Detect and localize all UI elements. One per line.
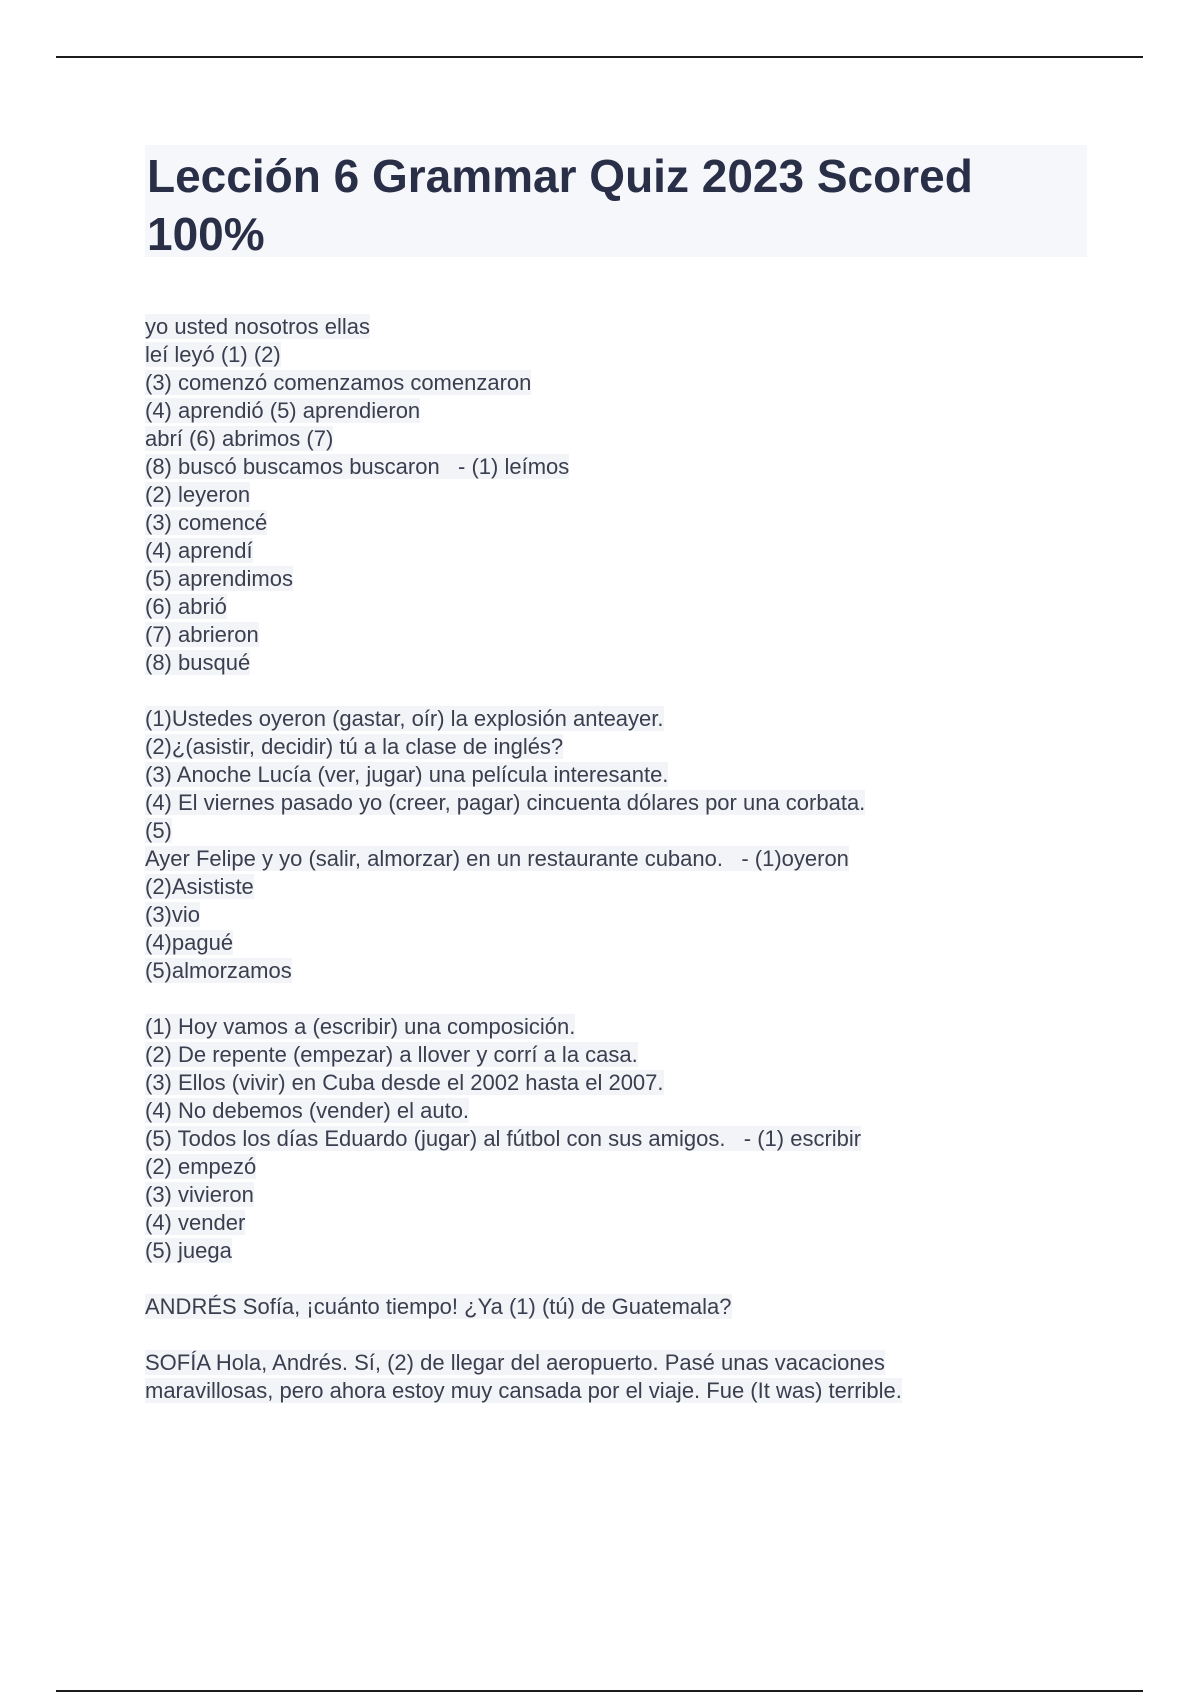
text-line: (8) busqué [145, 650, 251, 675]
text-line: (6) abrió [145, 594, 227, 619]
section-dialogue-andres [145, 1293, 1105, 1321]
text-line: (3)vio [145, 902, 201, 927]
text-line: (5) aprendimos [145, 566, 293, 591]
text-line: (4) aprendió (5) aprendieron [145, 398, 421, 423]
title-banner [145, 145, 1087, 260]
text-line: Ayer Felipe y yo (salir, almorzar) en un restaurante cubano. - (1)oyeron [145, 846, 849, 871]
text-line: ANDRÉS Sofía, ¡cuánto tiempo! ¿Ya (1) (tú) de Guatemala? [145, 1294, 732, 1319]
text-line: (1)Ustedes oyeron (gastar, oír) la explosión anteayer. [145, 706, 664, 731]
text-line: maravillosas, pero ahora estoy muy cansada por el viaje. Fue (It was) terrible. [145, 1378, 902, 1403]
text-line: (2) empezó [145, 1154, 257, 1179]
section-spacer [145, 1321, 1105, 1349]
text-line: SOFÍA Hola, Andrés. Sí, (2) de llegar del aeropuerto. Pasé unas vacaciones [145, 1350, 885, 1375]
text-line: (3) vivieron [145, 1182, 254, 1207]
text-line: (4)pagué [145, 930, 234, 955]
text-line: (5)almorzamos [145, 958, 292, 983]
section-spacer [145, 1265, 1105, 1293]
text-line: (8) buscó buscamos buscaron - (1) leímos [145, 454, 570, 479]
section-infinitive-or-preterite [145, 1013, 1105, 1265]
text-line: (3) comencé [145, 510, 268, 535]
section-preterite-choices [145, 705, 1105, 985]
page-title-line-2: 100% [147, 208, 265, 260]
text-line: (3) Ellos (vivir) en Cuba desde el 2002 hasta el 2007. [145, 1070, 664, 1095]
document-body [145, 313, 1105, 1405]
text-line: abrí (6) abrimos (7) [145, 426, 334, 451]
text-line: (3) Anoche Lucía (ver, jugar) una película interesante. [145, 762, 669, 787]
text-line: (4) vender [145, 1210, 246, 1235]
text-line: (3) comenzó comenzamos comenzaron [145, 370, 532, 395]
text-line: (5) Todos los días Eduardo (jugar) al fútbol con sus amigos. - (1) escribir [145, 1126, 862, 1151]
text-line: (2) De repente (empezar) a llover y corrí a la casa. [145, 1042, 638, 1067]
text-line: (1) Hoy vamos a (escribir) una composición. [145, 1014, 576, 1039]
text-line: (5) juega [145, 1238, 232, 1263]
text-line: (4) aprendí [145, 538, 253, 563]
top-rule [56, 56, 1143, 58]
bottom-rule [56, 1690, 1143, 1692]
section-conjugation-table [145, 313, 1105, 677]
text-line: leí leyó (1) (2) [145, 342, 281, 367]
page-title-line-1: Lección 6 Grammar Quiz 2023 Scored [147, 150, 973, 202]
text-line: yo usted nosotros ellas [145, 314, 371, 339]
page-title [147, 147, 1087, 263]
text-line: (5) [145, 818, 172, 843]
text-line: (2)¿(asistir, decidir) tú a la clase de inglés? [145, 734, 564, 759]
text-line: (2) leyeron [145, 482, 251, 507]
section-dialogue-sofia [145, 1349, 1105, 1405]
text-line: (4) No debemos (vender) el auto. [145, 1098, 470, 1123]
section-spacer [145, 985, 1105, 1013]
section-spacer [145, 677, 1105, 705]
text-line: (2)Asististe [145, 874, 254, 899]
text-line: (7) abrieron [145, 622, 259, 647]
text-line: (4) El viernes pasado yo (creer, pagar) cincuenta dólares por una corbata. [145, 790, 866, 815]
